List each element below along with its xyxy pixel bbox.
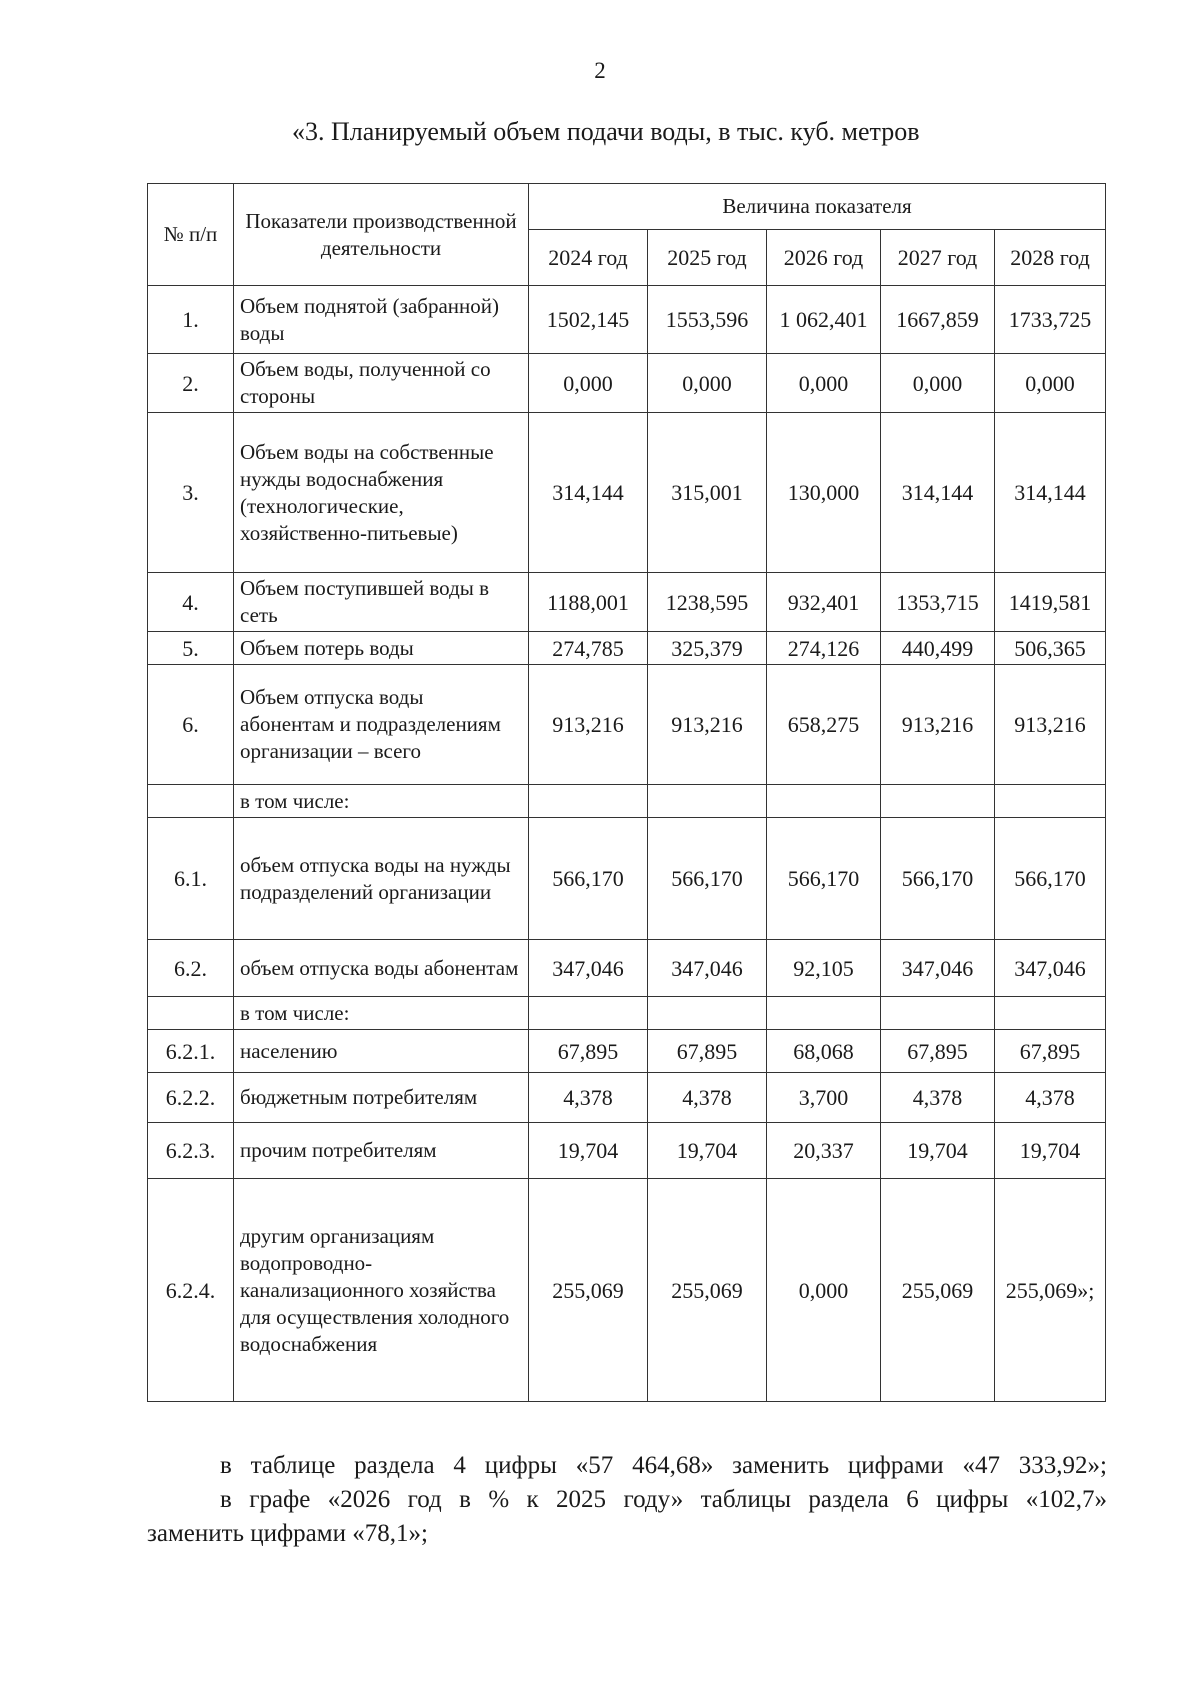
value-cell: 4,378 bbox=[995, 1073, 1106, 1123]
value-cell bbox=[881, 997, 995, 1030]
indicator-label: населению bbox=[234, 1030, 529, 1073]
value-cell: 255,069 bbox=[881, 1179, 995, 1402]
value-cell bbox=[767, 785, 881, 818]
section-title: «3. Планируемый объем подачи воды, в тыс. куб. метров bbox=[292, 117, 920, 146]
value-cell: 347,046 bbox=[995, 940, 1106, 997]
value-cell: 1502,145 bbox=[529, 286, 648, 354]
value-cell: 274,126 bbox=[767, 632, 881, 665]
row-number: 6.2.4. bbox=[148, 1179, 234, 1402]
table-row bbox=[148, 573, 1106, 632]
value-cell: 0,000 bbox=[881, 354, 995, 413]
row-number bbox=[148, 785, 234, 818]
table-row bbox=[148, 1123, 1106, 1179]
table-row bbox=[148, 286, 1106, 354]
table-row bbox=[148, 413, 1106, 573]
row-number: 6.2. bbox=[148, 940, 234, 997]
value-cell: 255,069»; bbox=[995, 1179, 1106, 1402]
row-number: 6.2.2. bbox=[148, 1073, 234, 1123]
value-cell: 1553,596 bbox=[648, 286, 767, 354]
value-cell: 315,001 bbox=[648, 413, 767, 573]
row-number: 5. bbox=[148, 632, 234, 665]
value-cell: 314,144 bbox=[529, 413, 648, 573]
value-cell bbox=[529, 785, 648, 818]
value-cell: 566,170 bbox=[767, 818, 881, 940]
value-cell: 274,785 bbox=[529, 632, 648, 665]
value-cell bbox=[881, 785, 995, 818]
value-cell: 566,170 bbox=[995, 818, 1106, 940]
row-number: 6.2.3. bbox=[148, 1123, 234, 1179]
indicator-label: Объем отпуска воды абонентам и подразделениям организации – всего bbox=[234, 665, 529, 785]
value-cell: 67,895 bbox=[529, 1030, 648, 1073]
row-number: 6. bbox=[148, 665, 234, 785]
value-cell: 0,000 bbox=[767, 1179, 881, 1402]
row-number: 6.2.1. bbox=[148, 1030, 234, 1073]
header-num: № п/п bbox=[148, 184, 234, 286]
value-cell: 1 062,401 bbox=[767, 286, 881, 354]
value-cell: 1419,581 bbox=[995, 573, 1106, 632]
value-cell: 314,144 bbox=[995, 413, 1106, 573]
value-cell: 67,895 bbox=[648, 1030, 767, 1073]
indicator-label: Объем поднятой (забранной) воды bbox=[234, 286, 529, 354]
value-cell: 4,378 bbox=[529, 1073, 648, 1123]
table-row bbox=[148, 818, 1106, 940]
value-cell: 67,895 bbox=[881, 1030, 995, 1073]
header-year: 2027 год bbox=[881, 230, 995, 286]
table-row bbox=[148, 665, 1106, 785]
indicator-label: прочим потребителям bbox=[234, 1123, 529, 1179]
header-value-group: Величина показателя bbox=[529, 184, 1106, 230]
row-number bbox=[148, 997, 234, 1030]
value-cell: 347,046 bbox=[648, 940, 767, 997]
indicator-label: Объем потерь воды bbox=[234, 632, 529, 665]
value-cell bbox=[995, 785, 1106, 818]
value-cell: 1667,859 bbox=[881, 286, 995, 354]
indicator-label: Объем поступившей воды в сеть bbox=[234, 573, 529, 632]
value-cell bbox=[529, 997, 648, 1030]
value-cell: 658,275 bbox=[767, 665, 881, 785]
table-row bbox=[148, 997, 1106, 1030]
value-cell: 4,378 bbox=[648, 1073, 767, 1123]
row-number: 2. bbox=[148, 354, 234, 413]
value-cell: 913,216 bbox=[648, 665, 767, 785]
value-cell: 566,170 bbox=[648, 818, 767, 940]
value-cell: 913,216 bbox=[881, 665, 995, 785]
table-row bbox=[148, 1073, 1106, 1123]
header-year: 2025 год bbox=[648, 230, 767, 286]
value-cell bbox=[648, 997, 767, 1030]
value-cell: 347,046 bbox=[529, 940, 648, 997]
value-cell: 347,046 bbox=[881, 940, 995, 997]
value-cell: 3,700 bbox=[767, 1073, 881, 1123]
value-cell: 0,000 bbox=[767, 354, 881, 413]
header-year: 2028 год bbox=[995, 230, 1106, 286]
table-row bbox=[148, 354, 1106, 413]
table-row bbox=[148, 785, 1106, 818]
value-cell: 255,069 bbox=[648, 1179, 767, 1402]
value-cell: 566,170 bbox=[881, 818, 995, 940]
value-cell bbox=[995, 997, 1106, 1030]
value-cell: 0,000 bbox=[995, 354, 1106, 413]
indicator-label: объем отпуска воды на нужды подразделений организации bbox=[234, 818, 529, 940]
value-cell: 92,105 bbox=[767, 940, 881, 997]
page-number: 2 bbox=[594, 58, 606, 83]
value-cell: 1733,725 bbox=[995, 286, 1106, 354]
header-year: 2026 год bbox=[767, 230, 881, 286]
water-supply-table bbox=[147, 183, 1106, 1402]
value-cell: 19,704 bbox=[995, 1123, 1106, 1179]
header-indicator: Показатели производственной деятельности bbox=[234, 184, 529, 286]
paragraph-section6-cont: заменить цифрами «78,1»; bbox=[147, 1520, 428, 1547]
value-cell: 4,378 bbox=[881, 1073, 995, 1123]
value-cell: 67,895 bbox=[995, 1030, 1106, 1073]
row-number: 6.1. bbox=[148, 818, 234, 940]
table-row bbox=[148, 1030, 1106, 1073]
paragraph-section6: в графе «2026 год в % к 2025 году» таблицы раздела 6 цифры «102,7» bbox=[220, 1486, 1107, 1513]
indicator-label: Объем воды на собственные нужды водоснабжения (технологические, хозяйственно-питьевые) bbox=[234, 413, 529, 573]
value-cell: 19,704 bbox=[881, 1123, 995, 1179]
indicator-label: Объем воды, полученной со стороны bbox=[234, 354, 529, 413]
value-cell: 913,216 bbox=[529, 665, 648, 785]
value-cell: 932,401 bbox=[767, 573, 881, 632]
value-cell: 913,216 bbox=[995, 665, 1106, 785]
value-cell: 130,000 bbox=[767, 413, 881, 573]
value-cell: 0,000 bbox=[648, 354, 767, 413]
value-cell: 506,365 bbox=[995, 632, 1106, 665]
value-cell: 19,704 bbox=[648, 1123, 767, 1179]
value-cell bbox=[767, 997, 881, 1030]
value-cell: 566,170 bbox=[529, 818, 648, 940]
value-cell: 68,068 bbox=[767, 1030, 881, 1073]
value-cell: 1188,001 bbox=[529, 573, 648, 632]
value-cell: 1238,595 bbox=[648, 573, 767, 632]
paragraph-section4: в таблице раздела 4 цифры «57 464,68» заменить цифрами «47 333,92»; bbox=[220, 1452, 1107, 1479]
header-year: 2024 год bbox=[529, 230, 648, 286]
value-cell: 255,069 bbox=[529, 1179, 648, 1402]
table-row bbox=[148, 632, 1106, 665]
table-row bbox=[148, 940, 1106, 997]
indicator-label: бюджетным потребителям bbox=[234, 1073, 529, 1123]
row-number: 1. bbox=[148, 286, 234, 354]
indicator-label: в том числе: bbox=[234, 997, 529, 1030]
row-number: 3. bbox=[148, 413, 234, 573]
indicator-label: другим организациям водопроводно-канализационного хозяйства для осуществления холодного водоснабжения bbox=[234, 1179, 529, 1402]
indicator-label: объем отпуска воды абонентам bbox=[234, 940, 529, 997]
table-row bbox=[148, 1179, 1106, 1402]
value-cell: 20,337 bbox=[767, 1123, 881, 1179]
value-cell bbox=[648, 785, 767, 818]
value-cell: 1353,715 bbox=[881, 573, 995, 632]
value-cell: 0,000 bbox=[529, 354, 648, 413]
row-number: 4. bbox=[148, 573, 234, 632]
value-cell: 314,144 bbox=[881, 413, 995, 573]
value-cell: 440,499 bbox=[881, 632, 995, 665]
value-cell: 325,379 bbox=[648, 632, 767, 665]
indicator-label: в том числе: bbox=[234, 785, 529, 818]
value-cell: 19,704 bbox=[529, 1123, 648, 1179]
